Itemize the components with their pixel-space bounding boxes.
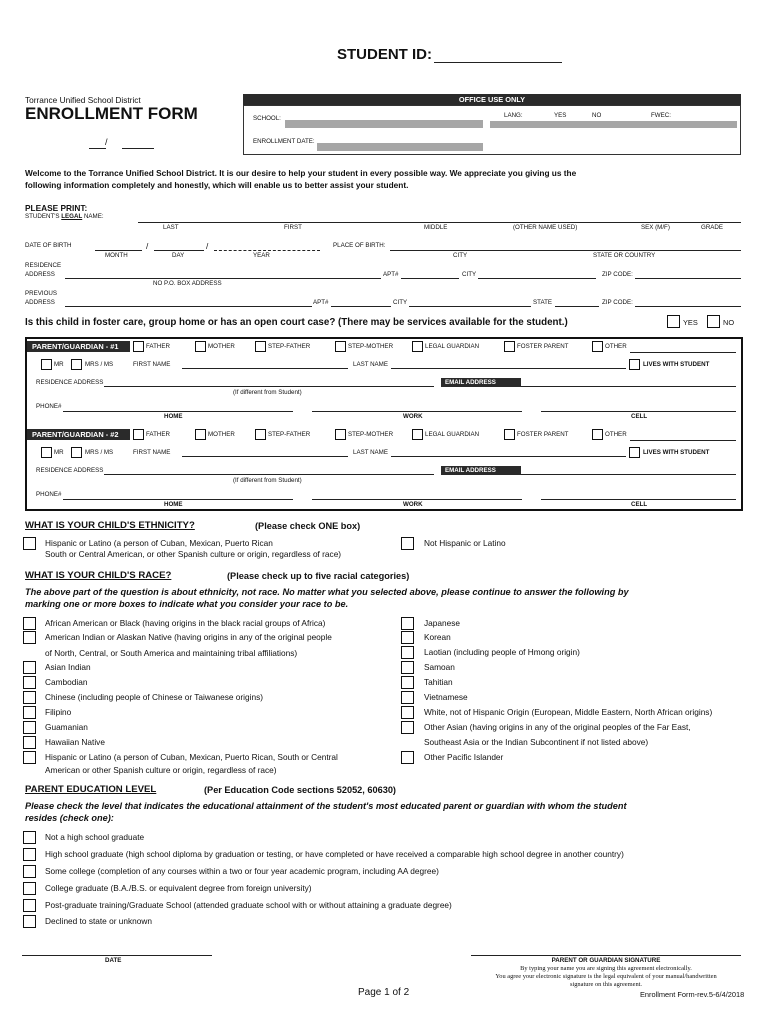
previous-state-label: STATE [533, 299, 553, 306]
guardian-1-last-name-line[interactable] [391, 368, 626, 369]
guardian-2-phone-label: PHONE# [36, 491, 62, 498]
signature-note-2: You agree your electronic signature is the legal equivalent of your manual/handwritten [495, 973, 717, 980]
race-left-8-checkbox[interactable] [23, 736, 36, 749]
signature-note-3: signature on this agreement. [569, 981, 643, 988]
ethnicity-note: (Please check ONE box) [255, 521, 361, 531]
race-right-3-checkbox[interactable] [401, 661, 414, 674]
first-name-caption: FIRST [284, 224, 302, 231]
guardian-1-email-line[interactable] [521, 386, 736, 387]
ethnicity-hispanic-checkbox[interactable] [23, 537, 36, 550]
residence-city-line[interactable] [478, 278, 596, 279]
guardian-2-lives-checkbox[interactable] [629, 447, 640, 458]
guardian-2-step-mother-label: STEP-MOTHER [348, 431, 394, 438]
guardian-2-legal-guardian-checkbox[interactable] [412, 429, 423, 440]
guardian-2-foster-parent-label: FOSTER PARENT [517, 431, 569, 438]
guardian-2-home-caption: HOME [164, 501, 183, 508]
race-right-3-label: Samoan [424, 662, 455, 672]
education-option-4-label: Post-graduate training/Graduate School (attended graduate school with or without attaining a graduate degree) [45, 900, 452, 910]
guardian-1-phone-label: PHONE# [36, 403, 62, 410]
race-left-2-label: of North, Central, or South America and maintaining tribal affiliations) [45, 648, 298, 658]
birth-city-caption: CITY [453, 252, 468, 259]
ethnicity-not-hispanic-label: Not Hispanic or Latino [424, 538, 506, 548]
guardian-2-mr-checkbox[interactable] [41, 447, 52, 458]
education-option-1-checkbox[interactable] [23, 848, 36, 861]
residence-address-line[interactable] [65, 278, 381, 279]
guardian-1-mother-checkbox[interactable] [195, 341, 206, 352]
race-left-1-label: American Indian or Alaskan Native (having origins in any of the original people [45, 632, 332, 642]
race-right-0-label: Japanese [424, 618, 460, 628]
education-option-0-label: Not a high school graduate [45, 832, 145, 842]
guardian-1-first-name-line[interactable] [182, 368, 348, 369]
guardian-2-mrs-checkbox[interactable] [71, 447, 82, 458]
previous-state-line[interactable] [555, 306, 599, 307]
residence-zip-line[interactable] [635, 278, 741, 279]
guardian-2-last-name-line[interactable] [391, 456, 626, 457]
race-left-6-checkbox[interactable] [23, 706, 36, 719]
foster-no-checkbox[interactable] [707, 315, 720, 328]
guardian-2-other-line[interactable] [630, 440, 736, 441]
guardian-1-foster-parent-label: FOSTER PARENT [517, 343, 569, 350]
race-right-7-label: Other Asian (having origins in any of the original peoples of the Far East, [424, 722, 691, 732]
race-left-0-checkbox[interactable] [23, 617, 36, 630]
guardian-2-email-line[interactable] [521, 474, 736, 475]
guardian-1-home-phone-line[interactable] [63, 411, 293, 412]
dob-month-line[interactable] [95, 250, 142, 251]
guardian-1-last-name-label: LAST NAME [353, 361, 388, 368]
guardian-1-residence-label: RESIDENCE ADDRESS [36, 379, 104, 386]
education-option-5-label: Declined to state or unknown [45, 916, 153, 926]
office-no-label: NO [592, 112, 602, 119]
previous-zip-label: ZIP CODE: [602, 299, 633, 306]
birthplace-label: PLACE OF BIRTH: [333, 242, 386, 249]
education-option-3-label: College graduate (B.A./B.S. or equivalent degree from foreign university) [45, 883, 312, 893]
guardian-1-mrs-label: MRS / MS [85, 361, 114, 368]
guardian-1-other-line[interactable] [630, 352, 736, 353]
guardian-1-step-mother-checkbox[interactable] [335, 341, 346, 352]
race-right-1-label: Korean [424, 632, 451, 642]
previous-city-label: CITY [393, 299, 408, 306]
race-right-9-checkbox[interactable] [401, 751, 414, 764]
guardian-2-other-label: OTHER [605, 431, 627, 438]
guardian-2-cell-phone-line[interactable] [541, 499, 736, 500]
race-left-1-checkbox[interactable] [23, 631, 36, 644]
guardian-1-father-label: FATHER [146, 343, 170, 350]
guardian-2-label: PARENT/GUARDIAN - #2 [27, 429, 130, 440]
last-name-caption: LAST [163, 224, 179, 231]
guardian-1-cell-caption: CELL [631, 413, 648, 420]
form-title: ENROLLMENT FORM [25, 104, 198, 123]
parent-signature-line[interactable] [471, 955, 741, 956]
race-right-7-checkbox[interactable] [401, 721, 414, 734]
ethnicity-hispanic-label-2: South or Central American, or other Spanish culture or origin, regardless of race) [45, 549, 342, 559]
legal-name-label: STUDENT'S LEGAL NAME: [25, 213, 104, 220]
foster-no-label: NO [723, 318, 735, 327]
date-month-line[interactable] [89, 148, 106, 149]
race-left-6-label: Filipino [45, 707, 72, 717]
foster-yes-label: YES [683, 318, 698, 327]
previous-city-line[interactable] [409, 306, 531, 307]
education-option-5-checkbox[interactable] [23, 915, 36, 928]
race-left-5-label: Chinese (including people of Chinese or Taiwanese origins) [45, 692, 263, 702]
race-right-1-checkbox[interactable] [401, 631, 414, 644]
race-right-5-checkbox[interactable] [401, 691, 414, 704]
race-left-3-checkbox[interactable] [23, 661, 36, 674]
guardian-1-mr-checkbox[interactable] [41, 359, 52, 370]
guardian-1-cell-phone-line[interactable] [541, 411, 736, 412]
date-signature-line[interactable] [22, 955, 212, 956]
race-left-4-checkbox[interactable] [23, 676, 36, 689]
race-left-7-label: Guamanian [45, 722, 88, 732]
race-left-0-label: African American or Black (having origins in the black racial groups of Africa) [45, 618, 326, 628]
dob-day-line[interactable] [154, 250, 204, 251]
guardian-1-foster-parent-checkbox[interactable] [504, 341, 515, 352]
race-right-9-label: Other Pacific Islander [424, 752, 504, 762]
ethnicity-hispanic-label: Hispanic or Latino (a person of Cuban, Mexican, Puerto Rican [45, 538, 273, 548]
guardian-1-step-father-label: STEP-FATHER [268, 343, 311, 350]
education-intro-1: Please check the level that indicates the educational attainment of the student's most educated parent or guardian with whom the student [25, 801, 627, 811]
form-revision: Enrollment Form-rev.5-6/4/2018 [640, 990, 745, 999]
race-left-10-label: American or other Spanish culture or origin, regardless of race) [45, 765, 277, 775]
guardian-2-step-father-label: STEP-FATHER [268, 431, 311, 438]
guardian-1-step-mother-label: STEP-MOTHER [348, 343, 394, 350]
guardian-2-cell-caption: CELL [631, 501, 648, 508]
guardian-1-label: PARENT/GUARDIAN - #1 [27, 341, 130, 352]
date-caption: DATE [105, 957, 122, 964]
welcome-line-1: Welcome to the Torrance Unified School District. It is our desire to help your student in every possible way. We appreciate you giving us the [25, 168, 577, 178]
previous-apt-label: APT# [313, 299, 329, 306]
dob-label: DATE OF BIRTH [25, 242, 72, 249]
page-number: Page 1 of 2 [358, 987, 410, 998]
residence-zip-label: ZIP CODE: [602, 271, 633, 278]
race-right-8-label: Southeast Asia or the Indian Subcontinent if not listed above) [424, 737, 649, 747]
education-note: (Per Education Code sections 52052, 60630) [204, 785, 396, 795]
year-caption: YEAR [253, 252, 270, 259]
no-po-box-caption: NO P.O. BOX ADDRESS [153, 280, 222, 287]
residence-label-1: RESIDENCE [25, 262, 62, 269]
guardian-2-residence-label: RESIDENCE ADDRESS [36, 467, 104, 474]
race-right-6-checkbox[interactable] [401, 706, 414, 719]
guardian-2-first-name-line[interactable] [182, 456, 348, 457]
guardian-2-legal-guardian-label: LEGAL GUARDIAN [425, 431, 480, 438]
education-heading: PARENT EDUCATION LEVEL [25, 784, 157, 795]
guardian-1-legal-guardian-label: LEGAL GUARDIAN [425, 343, 480, 350]
student-id-line[interactable] [434, 62, 562, 63]
residence-label-2: ADDRESS [25, 271, 55, 278]
race-left-3-label: Asian Indian [45, 662, 91, 672]
race-right-2-checkbox[interactable] [401, 646, 414, 659]
education-option-2-label: Some college (completion of any courses within a two or four year academic program, including AA degree) [45, 866, 439, 876]
race-right-2-label: Laotian (including people of Hmong origin) [424, 647, 580, 657]
please-print: PLEASE PRINT: [25, 203, 88, 213]
other-name-caption: (OTHER NAME USED) [513, 224, 578, 231]
guardian-1-mother-label: MOTHER [208, 343, 235, 350]
foster-question: Is this child in foster care, group home or has an open court case? (There may be services available for the student.) [25, 317, 568, 328]
guardian-1-lives-label: LIVES WITH STUDENT [643, 361, 710, 368]
student-id-label: STUDENT ID: [337, 46, 432, 63]
guardian-1-work-caption: WORK [403, 413, 423, 420]
guardian-2-work-phone-line[interactable] [312, 499, 522, 500]
previous-apt-line[interactable] [331, 306, 391, 307]
guardian-2-father-label: FATHER [146, 431, 170, 438]
guardian-2-step-father-checkbox[interactable] [255, 429, 266, 440]
guardian-2-email-label: EMAIL ADDRESS [441, 466, 521, 475]
race-right-0-checkbox[interactable] [401, 617, 414, 630]
race-right-6-label: White, not of Hispanic Origin (European, Middle Eastern, North African origins) [424, 707, 713, 717]
month-caption: MONTH [105, 252, 128, 259]
guardian-2-home-phone-line[interactable] [63, 499, 293, 500]
race-intro-2: marking one or more boxes to indicate what you consider your race to be. [25, 599, 349, 609]
grade-caption: GRADE [701, 224, 724, 231]
guardian-2-foster-parent-checkbox[interactable] [504, 429, 515, 440]
office-lang-field[interactable] [490, 121, 737, 128]
office-fwec-label: FWEC: [651, 112, 671, 119]
guardian-1-mrs-checkbox[interactable] [71, 359, 82, 370]
guardian-2-first-name-label: FIRST NAME [133, 449, 171, 456]
guardian-2-different-caption: (If different from Student) [233, 477, 302, 484]
day-caption: DAY [172, 252, 185, 259]
race-left-7-checkbox[interactable] [23, 721, 36, 734]
guardian-2-other-checkbox[interactable] [592, 429, 603, 440]
welcome-line-2: following information completely and honestly, which will enable us to better assist your student. [25, 180, 409, 190]
education-option-0-checkbox[interactable] [23, 831, 36, 844]
previous-label-1: PREVIOUS [25, 290, 57, 297]
office-school-label: SCHOOL: [253, 115, 281, 122]
guardian-2-mother-checkbox[interactable] [195, 429, 206, 440]
race-left-8-label: Hawaiian Native [45, 737, 105, 747]
race-right-4-label: Tahitian [424, 677, 453, 687]
guardian-1-lives-checkbox[interactable] [629, 359, 640, 370]
education-option-4-checkbox[interactable] [23, 899, 36, 912]
guardian-1-first-name-label: FIRST NAME [133, 361, 171, 368]
date-day-line[interactable] [122, 148, 154, 149]
guardian-2-father-checkbox[interactable] [133, 429, 144, 440]
guardian-1-legal-guardian-checkbox[interactable] [412, 341, 423, 352]
birthplace-line[interactable] [390, 250, 741, 251]
residence-city-label: CITY [462, 271, 477, 278]
race-left-4-label: Cambodian [45, 677, 88, 687]
education-intro-2: resides (check one): [25, 813, 114, 823]
ethnicity-not-hispanic-checkbox[interactable] [401, 537, 414, 550]
office-school-field[interactable] [285, 120, 483, 128]
birth-state-caption: STATE OR COUNTRY [593, 252, 656, 259]
guardian-1-mr-label: MR [54, 361, 64, 368]
guardian-1-email-label: EMAIL ADDRESS [441, 378, 521, 387]
office-use-banner: OFFICE USE ONLY [243, 94, 741, 105]
guardian-2-residence-line[interactable] [104, 474, 434, 475]
previous-zip-line[interactable] [635, 306, 741, 307]
guardian-2-mrs-label: MRS / MS [85, 449, 114, 456]
sex-caption: SEX (M/F) [641, 224, 670, 231]
guardian-1-step-father-checkbox[interactable] [255, 341, 266, 352]
guardian-2-work-caption: WORK [403, 501, 423, 508]
guardian-1-different-caption: (If different from Student) [233, 389, 302, 396]
previous-label-2: ADDRESS [25, 299, 55, 306]
ethnicity-heading: WHAT IS YOUR CHILD'S ETHNICITY? [25, 520, 195, 531]
guardian-2-mr-label: MR [54, 449, 64, 456]
race-left-9-label: Hispanic or Latino (a person of Cuban, Mexican, Puerto Rican, South or Central [45, 752, 338, 762]
guardian-1-other-label: OTHER [605, 343, 627, 350]
guardian-2-step-mother-checkbox[interactable] [335, 429, 346, 440]
previous-address-line[interactable] [65, 306, 312, 307]
race-right-5-label: Vietnamese [424, 692, 468, 702]
education-option-3-checkbox[interactable] [23, 882, 36, 895]
race-right-4-checkbox[interactable] [401, 676, 414, 689]
legal-name-line[interactable] [138, 222, 741, 223]
dob-sep-1: / [146, 241, 149, 251]
guardian-1-father-checkbox[interactable] [133, 341, 144, 352]
guardian-2-mother-label: MOTHER [208, 431, 235, 438]
office-lang-label: LANG: [504, 112, 523, 119]
guardian-1-work-phone-line[interactable] [312, 411, 522, 412]
signature-caption: PARENT OR GUARDIAN SIGNATURE [551, 957, 661, 964]
office-enroll-date-label: ENROLLMENT DATE: [253, 138, 315, 145]
residence-apt-line[interactable] [401, 278, 459, 279]
race-left-5-checkbox[interactable] [23, 691, 36, 704]
race-left-9-checkbox[interactable] [23, 751, 36, 764]
dob-sep-2: / [206, 241, 209, 251]
guardian-2-last-name-label: LAST NAME [353, 449, 388, 456]
guardian-1-other-checkbox[interactable] [592, 341, 603, 352]
guardian-2-lives-label: LIVES WITH STUDENT [643, 449, 710, 456]
education-option-2-checkbox[interactable] [23, 865, 36, 878]
office-yes-label: YES [554, 112, 567, 119]
guardian-1-residence-line[interactable] [104, 386, 434, 387]
office-enroll-date-field[interactable] [317, 143, 483, 151]
middle-name-caption: MIDDLE [424, 224, 448, 231]
residence-apt-label: APT# [383, 271, 399, 278]
education-option-1-label: High school graduate (high school diploma by graduation or testing, or have completed or have received a comparable high school degree in another country) [45, 849, 624, 859]
signature-note-1: By typing your name you are signing this agreement electronically. [520, 965, 692, 972]
district-name: Torrance Unified School District [25, 95, 141, 105]
race-heading: WHAT IS YOUR CHILD'S RACE? [25, 570, 172, 581]
race-intro-1: The above part of the question is about ethnicity, not race. No matter what you selected above, please continue to answer the following by [25, 587, 629, 597]
guardian-1-home-caption: HOME [164, 413, 183, 420]
race-note: (Please check up to five racial categories) [227, 571, 410, 581]
foster-yes-checkbox[interactable] [667, 315, 680, 328]
date-separator: / [105, 137, 108, 147]
dob-year-line[interactable] [214, 250, 320, 251]
